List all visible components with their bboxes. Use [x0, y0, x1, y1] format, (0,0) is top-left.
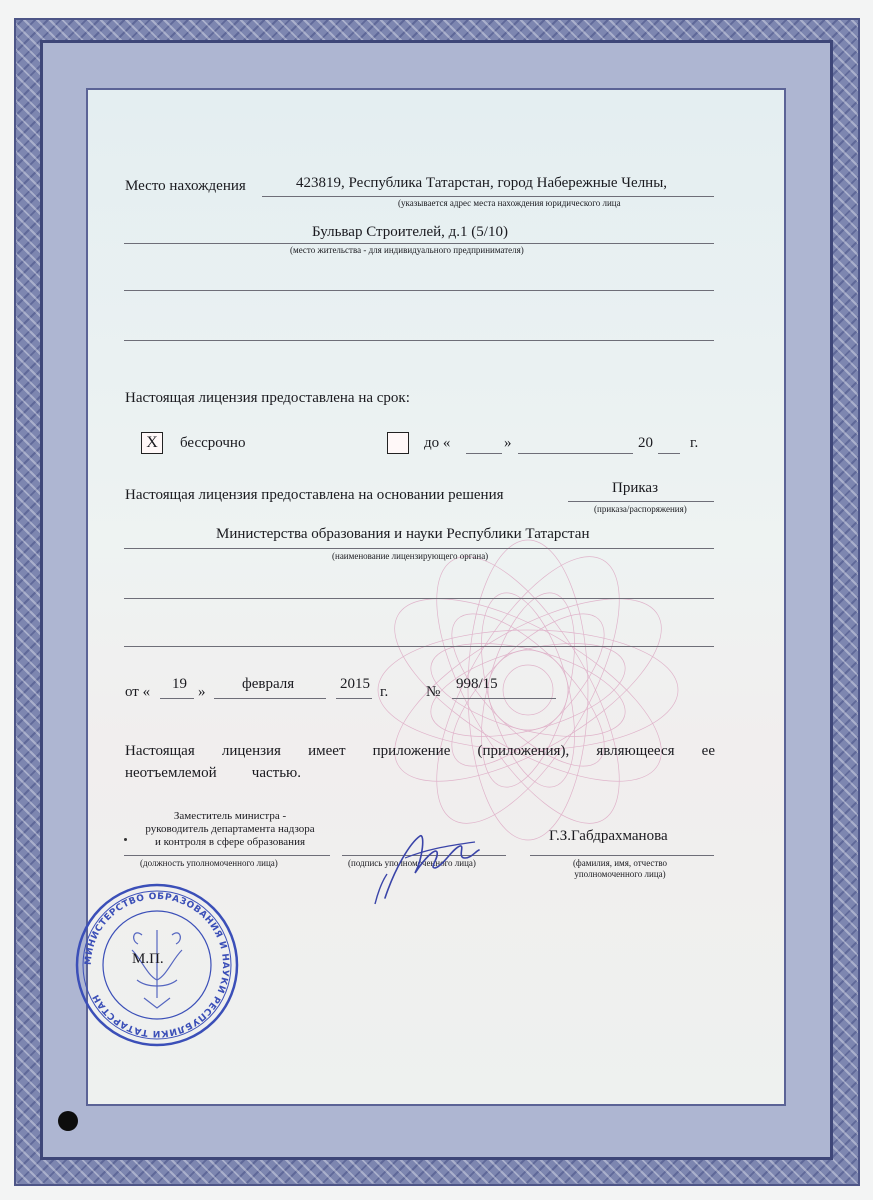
position-line	[124, 855, 330, 856]
basis-doc-type-line	[568, 501, 714, 502]
date-month: февраля	[242, 676, 295, 692]
address-line-4	[124, 340, 714, 341]
date-prefix: от «	[125, 684, 151, 700]
until-close: »	[504, 435, 512, 451]
order-number: 998/15	[456, 676, 498, 692]
signature-mark	[365, 828, 485, 908]
address-line-3	[124, 290, 714, 291]
bullet-mark	[124, 838, 127, 841]
signatory-position: Заместитель министра - руководитель департамента надзора и контроля в сфере образования	[145, 810, 315, 848]
position-hint: (должность уполномоченного лица)	[140, 858, 278, 868]
basis-authority: Министерства образования и науки Республики Татарстан	[216, 526, 590, 542]
date-day-line	[160, 698, 194, 699]
indefinite-label: бессрочно	[180, 435, 246, 451]
basis-doc-type-hint: (приказа/распоряжения)	[594, 504, 687, 514]
basis-doc-type: Приказ	[612, 480, 659, 496]
address-hint-2: (место жительства - для индивидуального предпринимателя)	[290, 245, 524, 255]
basis-line-2	[124, 598, 714, 599]
until-year-line	[658, 453, 680, 454]
term-label: Настоящая лицензия предоставлена на срок:	[125, 390, 410, 406]
signatory-name: Г.З.Габдрахманова	[549, 828, 668, 844]
basis-label: Настоящая лицензия предоставлена на основании решения	[125, 487, 504, 503]
address-line-1	[262, 196, 714, 197]
until-month-line	[518, 453, 633, 454]
address-label: Место нахождения	[125, 178, 246, 194]
appendix-line-1: Настоящая лицензия имеет приложение (приложения), являющееся ее	[125, 743, 715, 759]
date-year-line	[336, 698, 372, 699]
year-prefix: 20	[638, 435, 653, 451]
until-day-line	[466, 453, 502, 454]
mp-label: М.П.	[132, 951, 164, 967]
basis-authority-hint: (наименование лицензирующего органа)	[332, 551, 489, 561]
date-month-line	[214, 698, 326, 699]
until-label: до «	[424, 435, 451, 451]
indefinite-checkbox: X	[141, 432, 163, 454]
appendix-line-2: неотъемлемой частью.	[125, 765, 301, 781]
address-value-1: 423819, Республика Татарстан, город Набережные Челны,	[296, 175, 668, 191]
name-line	[530, 855, 714, 856]
seal-ring-text: МИНИСТЕРСТВО ОБРАЗОВАНИЯ И НАУКИ РЕСПУБЛИКИ ТАТАРСТАН	[83, 891, 231, 1039]
number-sign: №	[426, 684, 441, 700]
basis-line-3	[124, 646, 714, 647]
address-hint-1: (указывается адрес места нахождения юридического лица	[398, 198, 621, 208]
date-day: 19	[172, 676, 187, 692]
basis-authority-line	[124, 548, 714, 549]
punch-hole	[58, 1111, 78, 1131]
official-seal	[72, 880, 242, 1050]
year-suffix: г.	[690, 435, 699, 451]
name-hint: (фамилия, имя, отчество уполномоченного лица)	[572, 858, 668, 879]
address-line-2	[124, 243, 714, 244]
until-checkbox	[387, 432, 409, 454]
date-year: 2015	[340, 676, 370, 692]
signature-hint: (подпись уполномоченного лица)	[348, 858, 476, 868]
date-year-suffix: г.	[380, 684, 389, 700]
address-value-2: Бульвар Строителей, д.1 (5/10)	[312, 224, 508, 240]
number-line	[452, 698, 556, 699]
date-close: »	[198, 684, 206, 700]
